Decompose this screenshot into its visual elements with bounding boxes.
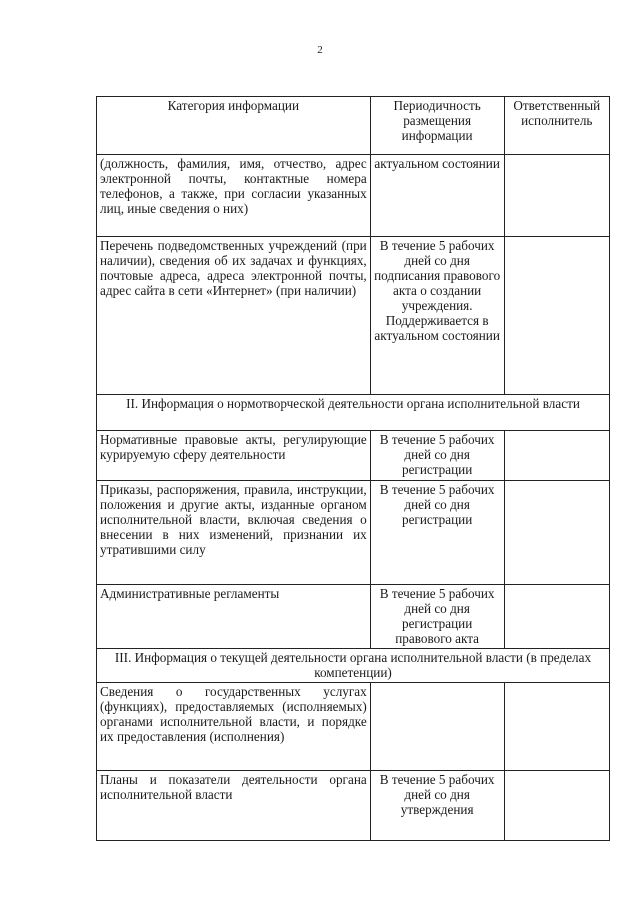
table-row [97,771,610,841]
responsible-cell [504,431,609,481]
table-row [97,683,610,771]
periodicity-cell: актуальном состоянии [370,155,504,237]
table-row [97,237,610,395]
responsible-cell [504,683,609,771]
category-cell: Перечень подведомственных учреждений (при наличии), сведения об их задачах и функциях, почтовые адреса, адреса электронной почты, адрес сайта в сети «Интернет» (при наличии) [97,237,371,395]
category-cell: Приказы, распоряжения, правила, инструкции, положения и другие акты, изданные органом исполнительной власти, включая сведения о внесении в них изменений, признании их утратившими силу [97,481,371,585]
responsible-cell [504,771,609,841]
periodicity-cell: В течение 5 рабочих дней со дня утверждения [370,771,504,841]
responsible-cell [504,237,609,395]
periodicity-cell: В течение 5 рабочих дней со дня подписания правового акта о создании учреждения. Поддерживается в актуальном состоянии [370,237,504,395]
category-cell: Планы и показатели деятельности органа исполнительной власти [97,771,371,841]
section-row [97,649,610,683]
header-category: Категория информации [97,97,371,155]
responsible-cell [504,585,609,649]
section-heading: II. Информация о нормотворческой деятельности органа исполнительной власти [97,395,610,431]
section-row [97,395,610,431]
table-row [97,585,610,649]
category-cell: Административные регламенты [97,585,371,649]
table-row [97,155,610,237]
page-number: 2 [317,44,323,56]
periodicity-cell [370,683,504,771]
responsible-cell [504,481,609,585]
header-periodicity: Периодичность размещения информации [370,97,504,155]
information-table [96,96,610,841]
section-heading: III. Информация о текущей деятельности органа исполнительной власти (в пределах компетенции) [97,649,610,683]
table-row [97,431,610,481]
table-row [97,481,610,585]
category-cell: (должность, фамилия, имя, отчество, адрес электронной почты, контактные номера телефонов, а также, при согласии указанных лиц, иные сведения о них) [97,155,371,237]
category-cell: Нормативные правовые акты, регулирующие курируемую сферу деятельности [97,431,371,481]
table-header-row [97,97,610,155]
periodicity-cell: В течение 5 рабочих дней со дня регистрации [370,481,504,585]
periodicity-cell: В течение 5 рабочих дней со дня регистрации правового акта [370,585,504,649]
responsible-cell [504,155,609,237]
header-responsible: Ответственный исполнитель [504,97,609,155]
periodicity-cell: В течение 5 рабочих дней со дня регистрации [370,431,504,481]
category-cell: Сведения о государственных услугах (функциях), предоставляемых (исполняемых) органами исполнительной власти, и порядке их предоставления (исполнения) [97,683,371,771]
